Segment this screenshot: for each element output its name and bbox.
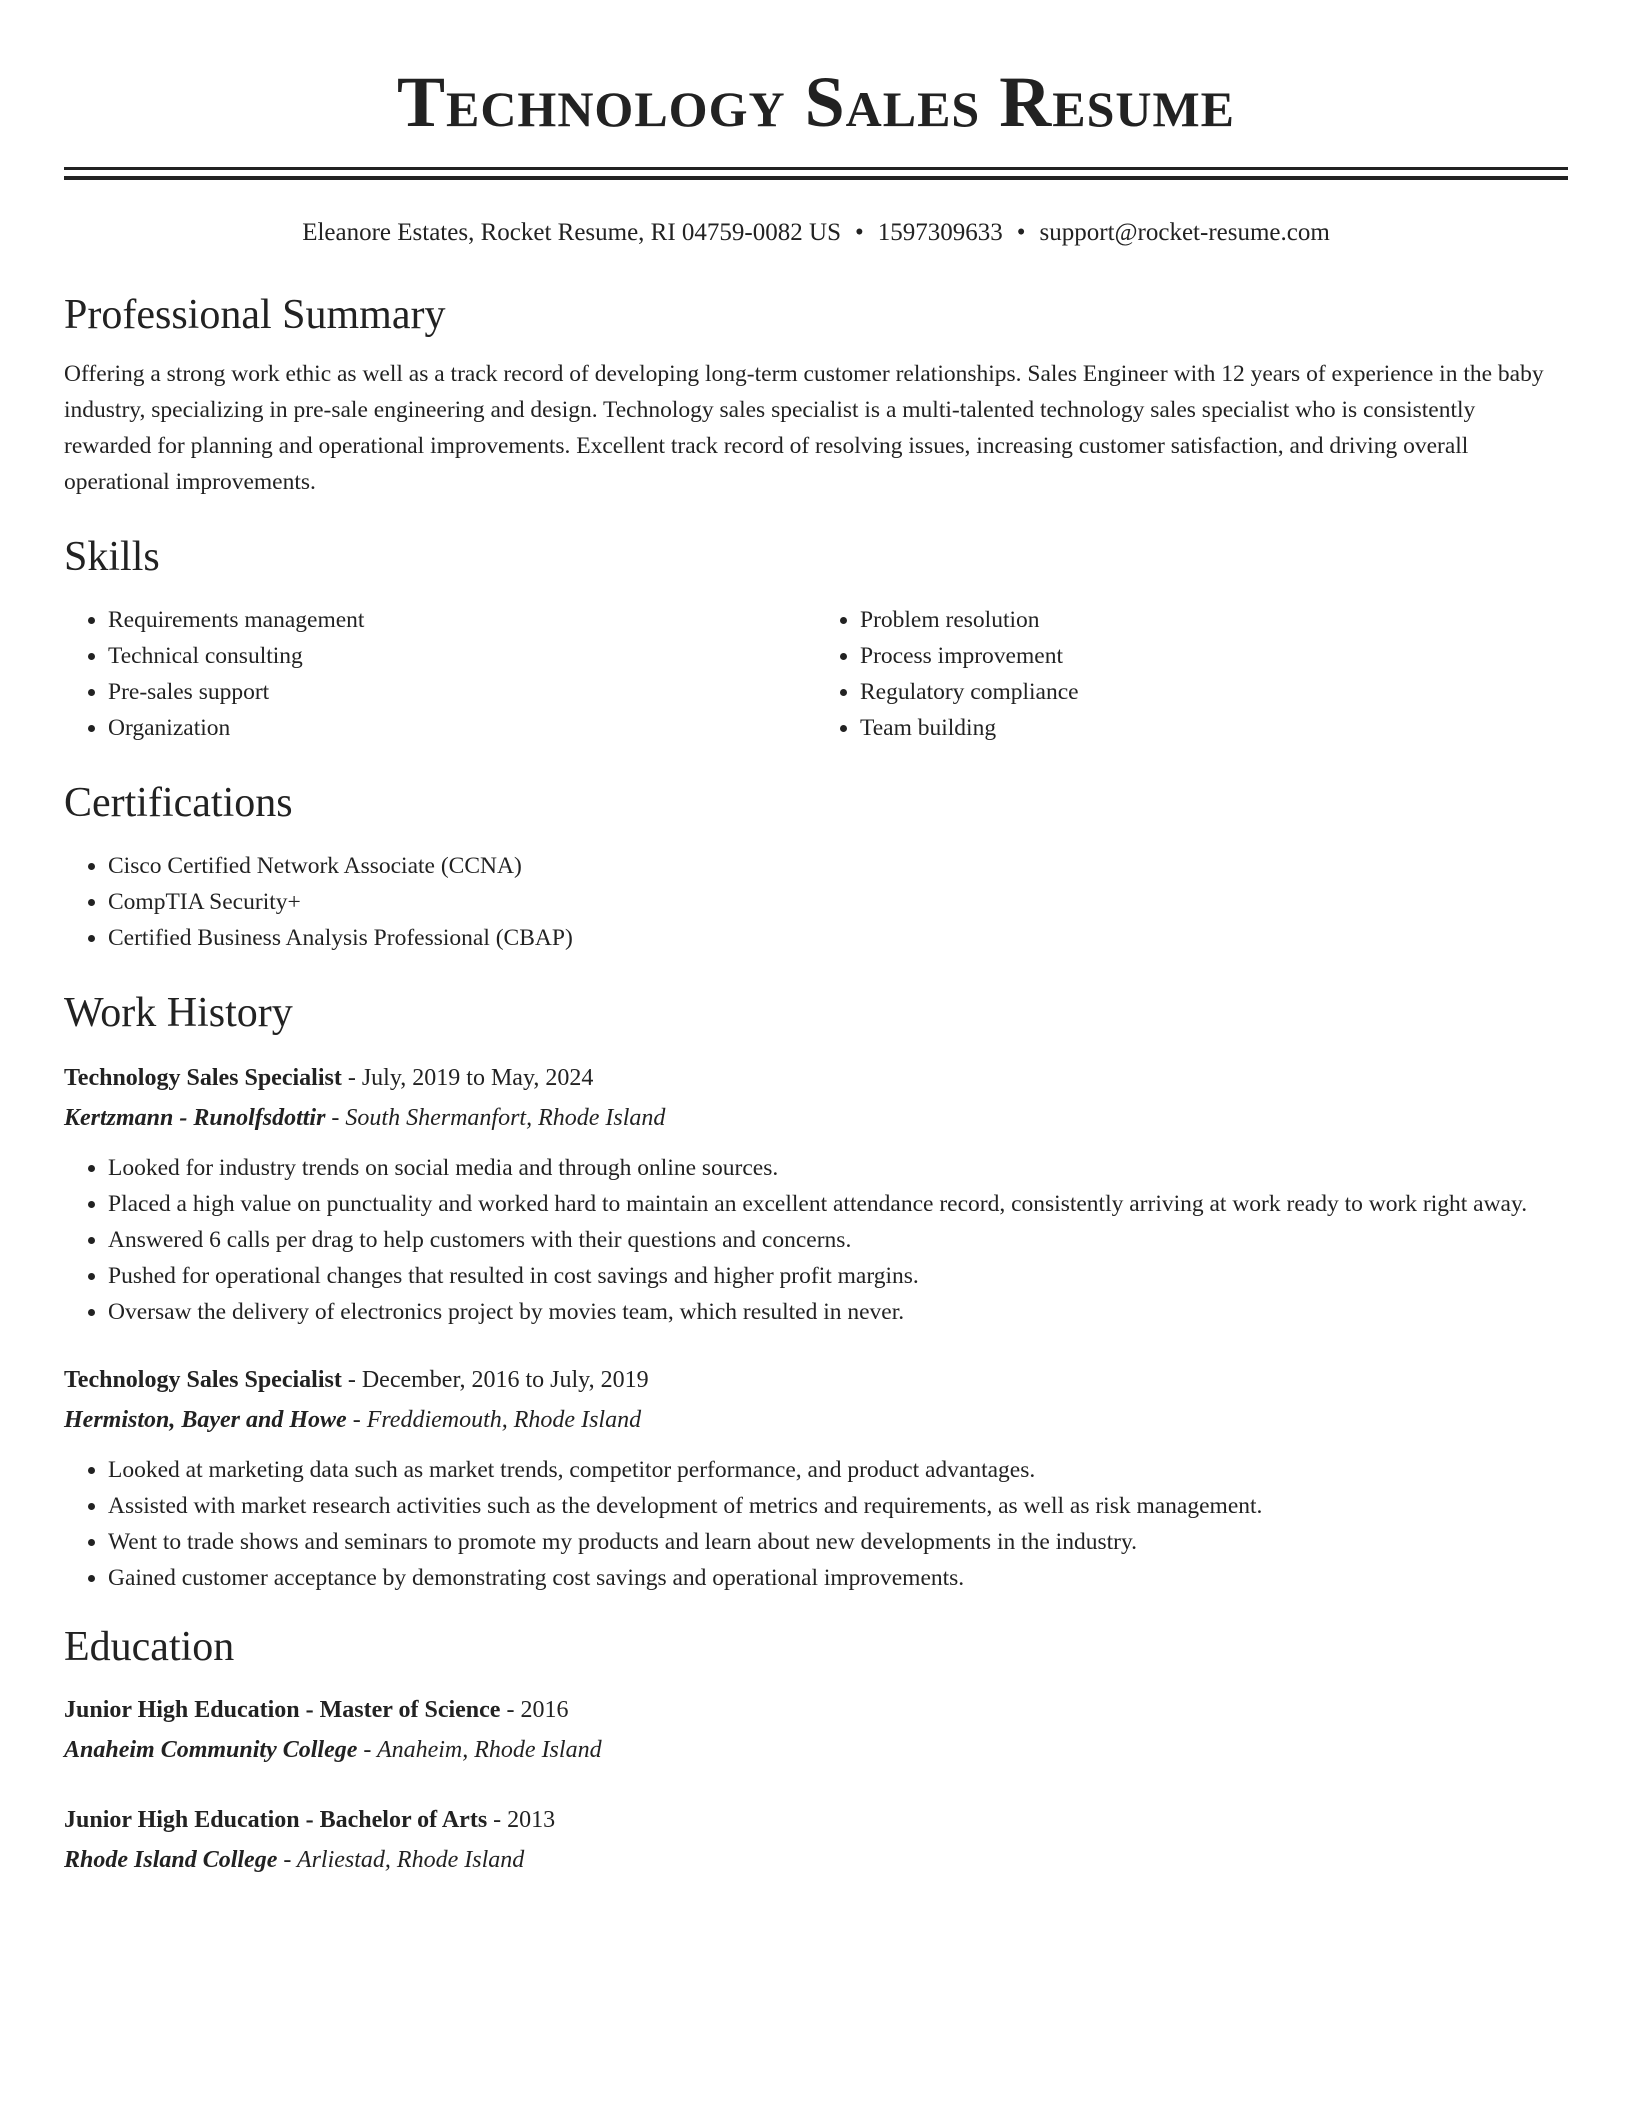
skill-item: • Organization xyxy=(108,710,816,746)
contact-line xyxy=(64,216,1568,250)
job-bullet: • Placed a high value on punctuality and worked hard to maintain an excellent attendance record, consistently arriving at work ready to work right away. xyxy=(108,1186,1568,1222)
job-bullets xyxy=(64,1150,1568,1330)
education-entry xyxy=(64,1800,1568,1880)
skill-item: • Problem resolution xyxy=(860,602,1568,638)
job-bullet: • Looked for industry trends on social media and through online sources. xyxy=(108,1150,1568,1186)
education-location: Arliestad, Rhode Island xyxy=(296,1847,525,1873)
skills-section xyxy=(64,532,1568,746)
education-degree: Junior High Education - Bachelor of Arts xyxy=(64,1807,488,1833)
certification-item: • CompTIA Security+ xyxy=(108,884,1568,920)
certification-item: • Cisco Certified Network Associate (CCNA) xyxy=(108,848,1568,884)
contact-separator: • xyxy=(1016,219,1026,246)
summary-section xyxy=(64,290,1568,500)
skill-item: • Pre-sales support xyxy=(108,674,816,710)
skills-list-right xyxy=(816,602,1568,746)
job-entry xyxy=(64,1058,1568,1330)
job-bullet: • Gained customer acceptance by demonstrating cost savings and operational improvements. xyxy=(108,1560,1568,1596)
certifications-list xyxy=(64,848,1568,956)
skills-columns xyxy=(64,602,1568,746)
certifications-section xyxy=(64,778,1568,956)
job-bullet: • Went to trade shows and seminars to promote my products and learn about new developments in the industry. xyxy=(108,1524,1568,1560)
education-section xyxy=(64,1622,1568,1880)
job-company-line: Hermiston, Bayer and Howe - Freddiemouth, Rhode Island xyxy=(64,1407,642,1433)
education-header: Junior High Education - Bachelor of Arts - 2013 xyxy=(64,1807,556,1833)
certifications-heading: Certifications xyxy=(64,780,293,826)
skills-list-left xyxy=(64,602,816,746)
skills-heading: Skills xyxy=(64,534,160,580)
summary-text: Offering a strong work ethic as well as a track record of developing long-term customer relationships. Sales Engineer with 12 years of experience in the baby industry, specializing in pre-sale engineering and design. Technology sales specialist is a multi-talented technology sales specialist who is consistently rewarded for planning and operational improvements. Excellent track record of resolving issues, increasing customer satisfaction, and driving overall operational improvements. xyxy=(64,361,1544,495)
job-location: Freddiemouth, Rhode Island xyxy=(366,1407,642,1433)
job-dates: July, 2019 to May, 2024 xyxy=(361,1065,594,1091)
job-bullet: • Looked at marketing data such as market trends, competitor performance, and product advantages. xyxy=(108,1452,1568,1488)
title-rule-bottom xyxy=(64,176,1568,180)
certification-item: • Certified Business Analysis Professional (CBAP) xyxy=(108,920,1568,956)
skill-item: • Technical consulting xyxy=(108,638,816,674)
job-dates: December, 2016 to July, 2019 xyxy=(361,1367,649,1393)
education-year: 2013 xyxy=(507,1807,556,1833)
title-rule-top xyxy=(64,167,1568,170)
education-entry xyxy=(64,1690,1568,1770)
education-header: Junior High Education - Master of Science - 2016 xyxy=(64,1697,569,1723)
job-bullet: • Oversaw the delivery of electronics project by movies team, which resulted in never. xyxy=(108,1294,1568,1330)
job-bullet: • Pushed for operational changes that resulted in cost savings and higher profit margins. xyxy=(108,1258,1568,1294)
contact-address: Eleanore Estates, Rocket Resume, RI 04759-0082 US xyxy=(302,219,841,246)
job-entry xyxy=(64,1360,1568,1596)
job-bullet: • Assisted with market research activities such as the development of metrics and requirements, as well as risk management. xyxy=(108,1488,1568,1524)
education-degree: Junior High Education - Master of Science xyxy=(64,1697,501,1723)
contact-separator: • xyxy=(854,219,864,246)
job-location: South Shermanfort, Rhode Island xyxy=(345,1105,666,1131)
job-company: Hermiston, Bayer and Howe xyxy=(64,1407,347,1433)
job-bullet: • Answered 6 calls per drag to help customers with their questions and concerns. xyxy=(108,1222,1568,1258)
skill-item: • Process improvement xyxy=(860,638,1568,674)
skill-item: • Team building xyxy=(860,710,1568,746)
education-school-line: Rhode Island College - Arliestad, Rhode Island xyxy=(64,1847,525,1873)
education-school: Rhode Island College xyxy=(64,1847,278,1873)
education-heading: Education xyxy=(64,1624,235,1670)
job-title: Technology Sales Specialist xyxy=(64,1065,342,1091)
education-location: Anaheim, Rhode Island xyxy=(376,1737,602,1763)
job-header: Technology Sales Specialist - July, 2019 to May, 2024 xyxy=(64,1065,594,1091)
job-company: Kertzmann - Runolfsdottir xyxy=(64,1105,326,1131)
contact-email: support@rocket-resume.com xyxy=(1039,219,1330,246)
job-title: Technology Sales Specialist xyxy=(64,1367,342,1393)
work-history-section xyxy=(64,988,1568,1596)
summary-heading: Professional Summary xyxy=(64,292,446,338)
resume-title: Technology Sales Resume xyxy=(396,62,1236,142)
job-company-line: Kertzmann - Runolfsdottir - South Shermanfort, Rhode Island xyxy=(64,1105,666,1131)
job-header: Technology Sales Specialist - December, 2016 to July, 2019 xyxy=(64,1367,649,1393)
contact-phone: 1597309633 xyxy=(877,219,1003,246)
work-history-heading: Work History xyxy=(64,990,293,1036)
skill-item: • Requirements management xyxy=(108,602,816,638)
education-year: 2016 xyxy=(520,1697,569,1723)
education-school-line: Anaheim Community College - Anaheim, Rhode Island xyxy=(64,1737,602,1763)
job-bullets xyxy=(64,1452,1568,1596)
education-school: Anaheim Community College xyxy=(64,1737,358,1763)
skill-item: • Regulatory compliance xyxy=(860,674,1568,710)
